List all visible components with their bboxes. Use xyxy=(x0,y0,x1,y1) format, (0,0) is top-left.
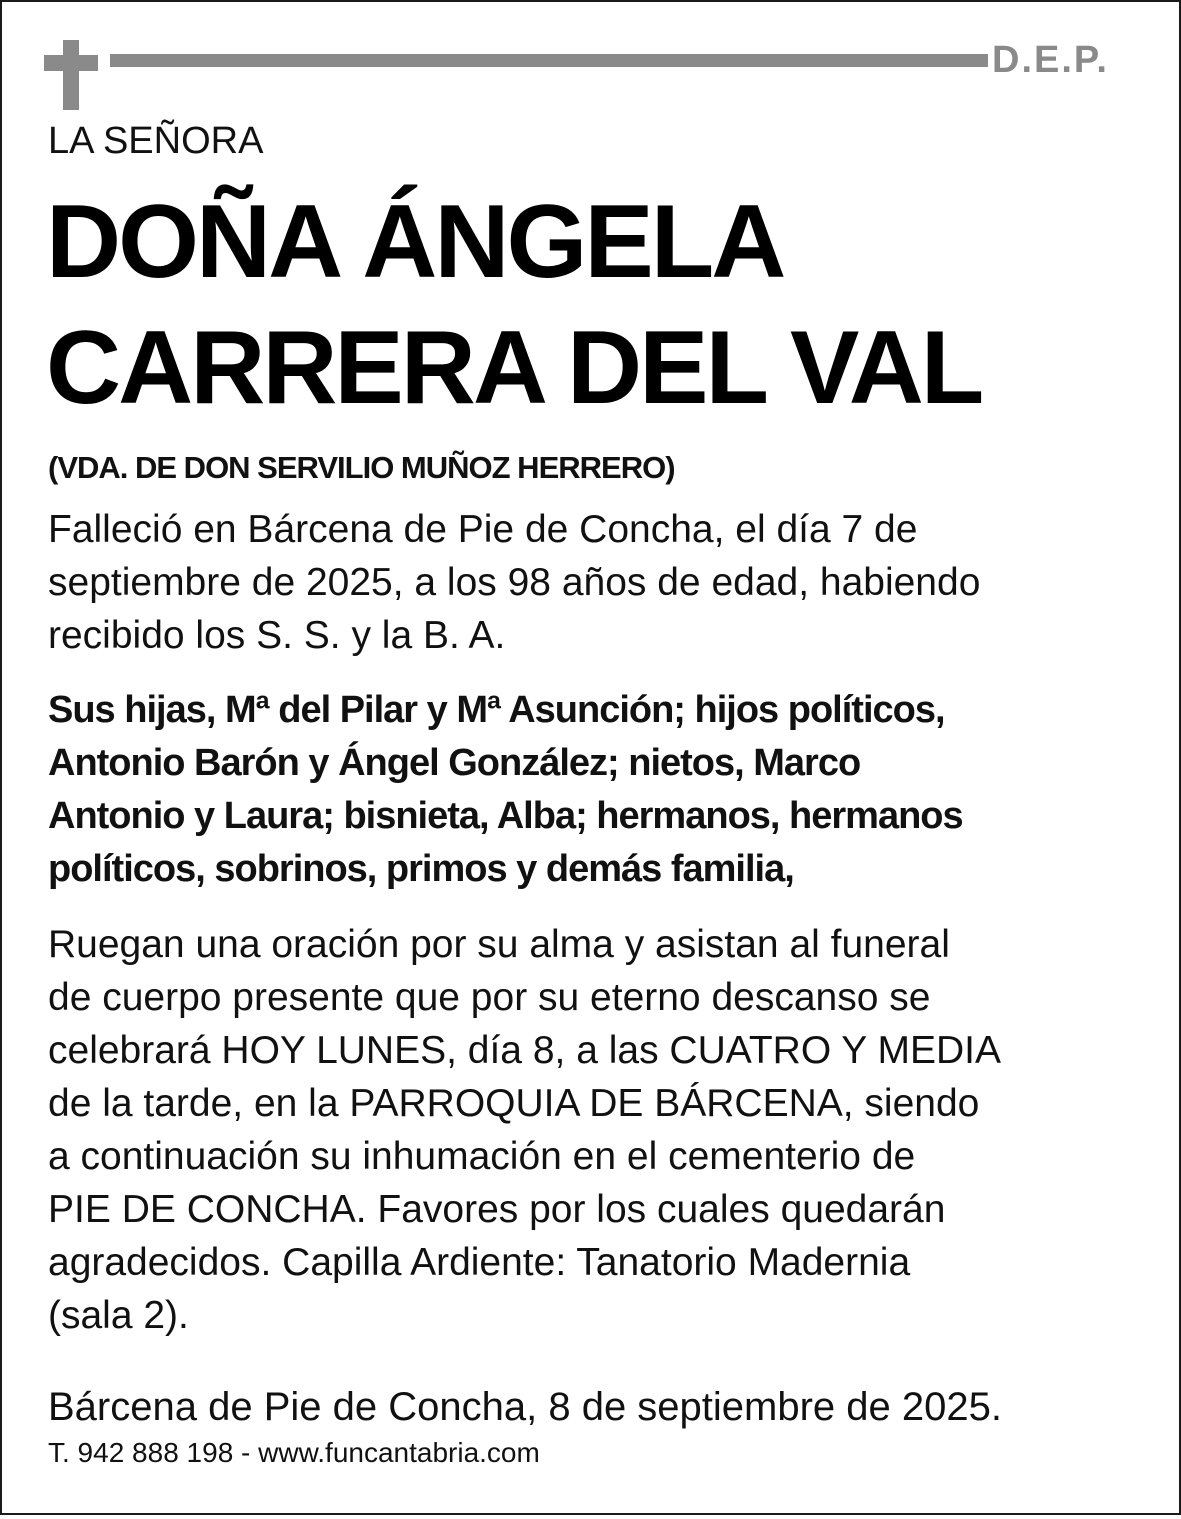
family-paragraph xyxy=(48,684,1148,896)
cross-icon xyxy=(44,40,98,110)
funeral-line: de la tarde, en la PARROQUIA DE BÁRCENA, siendo xyxy=(48,1082,980,1125)
funeral-line: Ruegan una oración por su alma y asistan al funeral xyxy=(48,923,950,966)
contact-line: T. 942 888 198 - www.funcantabria.com xyxy=(48,1437,540,1468)
death-paragraph xyxy=(48,503,1148,662)
funeral-line: de cuerpo presente que por su eterno descanso se xyxy=(48,976,931,1019)
funeral-line: agradecidos. Capilla Ardiente: Tanatorio Madernia xyxy=(48,1241,911,1284)
funeral-line: celebrará HOY LUNES, día 8, a las CUATRO Y MEDIA xyxy=(48,1029,1001,1072)
death-line: Falleció en Bárcena de Pie de Concha, el día 7 de xyxy=(48,508,918,551)
funeral-line: (sala 2). xyxy=(48,1294,189,1337)
widow-of-line: (VDA. DE DON SERVILIO MUÑOZ HERRERO) xyxy=(48,450,675,485)
honorific-title: LA SEÑORA xyxy=(48,120,264,162)
place-and-date: Bárcena de Pie de Concha, 8 de septiembre de 2025. xyxy=(48,1385,1002,1429)
death-line: septiembre de 2025, a los 98 años de edad, habiendo xyxy=(48,561,981,604)
family-line: políticos, sobrinos, primos y demás familia, xyxy=(48,848,794,890)
funeral-line: a continuación su inhumación en el cementerio de xyxy=(48,1135,916,1178)
death-line: recibido los S. S. y la B. A. xyxy=(48,614,506,657)
deceased-name-line-2: CARRERA DEL VAL xyxy=(46,310,982,426)
funeral-line: PIE DE CONCHA. Favores por los cuales quedarán xyxy=(48,1188,946,1231)
family-line: Sus hijas, Mª del Pilar y Mª Asunción; hijos políticos, xyxy=(48,689,945,731)
deceased-name-line-1: DOÑA ÁNGELA xyxy=(46,184,784,300)
funeral-paragraph xyxy=(48,918,1148,1342)
family-line: Antonio Barón y Ángel González; nietos, Marco xyxy=(48,742,861,784)
family-line: Antonio y Laura; bisnieta, Alba; hermanos, hermanos xyxy=(48,795,963,837)
header-rule xyxy=(110,54,988,67)
dep-label: D.E.P. xyxy=(992,39,1109,81)
